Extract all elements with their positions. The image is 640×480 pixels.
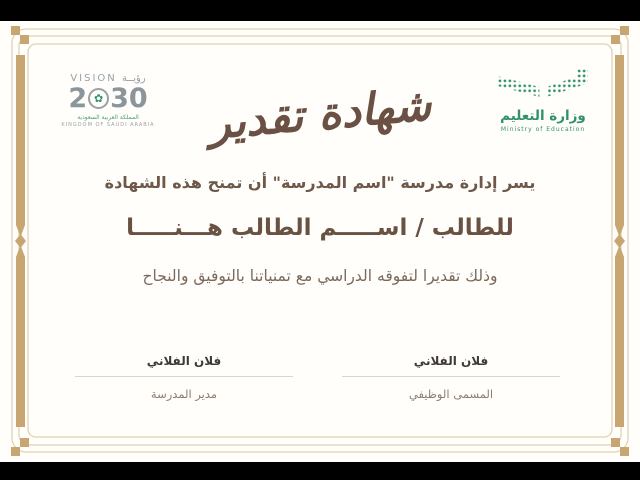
ministry-name-arabic: وزارة التعليم [500,108,586,124]
certificate [0,21,640,462]
signatory-name: فلان الفلاني [146,354,222,368]
intro-line: يسر إدارة مدرسة "اسم المدرسة" أن تمنح هذه الشهادة [104,173,536,192]
student-name-line: للطالب / اســـــم الطالب هـــنـــــا [126,215,514,241]
ministry-name-english: Ministry of Education [500,126,586,133]
certificate-title-calligraphy: شهادة تقدير [206,78,434,150]
signatory-name: فلان الفلاني [413,354,489,368]
ministry-wings-icon [495,69,591,105]
signature-block-left [75,354,293,401]
signatory-title: المسمى الوظيفي [408,387,494,401]
ministry-of-education-logo [493,69,593,133]
signatory-title: مدير المدرسة [150,387,218,401]
vision-country-arabic: المملكة العربية السعودية [77,114,139,121]
vision-year-right: 30 [110,83,148,114]
vision-country-english: KINGDOM OF SAUDI ARABIA [61,122,155,128]
letterbox-top [0,0,640,21]
vision-2030-logo [58,73,158,128]
vision-year [58,85,158,112]
vision-word-label: VISION رؤيــة [70,73,146,84]
letterbox-bottom [0,462,640,480]
vision-palm-emblem-icon: ✿ [88,88,109,109]
appreciation-line: وذلك تقديرا لتفوقه الدراسي مع تمنياتنا بالتوفيق والنجاح [142,267,498,285]
vision-year-left: 2 [68,83,88,114]
signature-block-right [342,354,560,401]
